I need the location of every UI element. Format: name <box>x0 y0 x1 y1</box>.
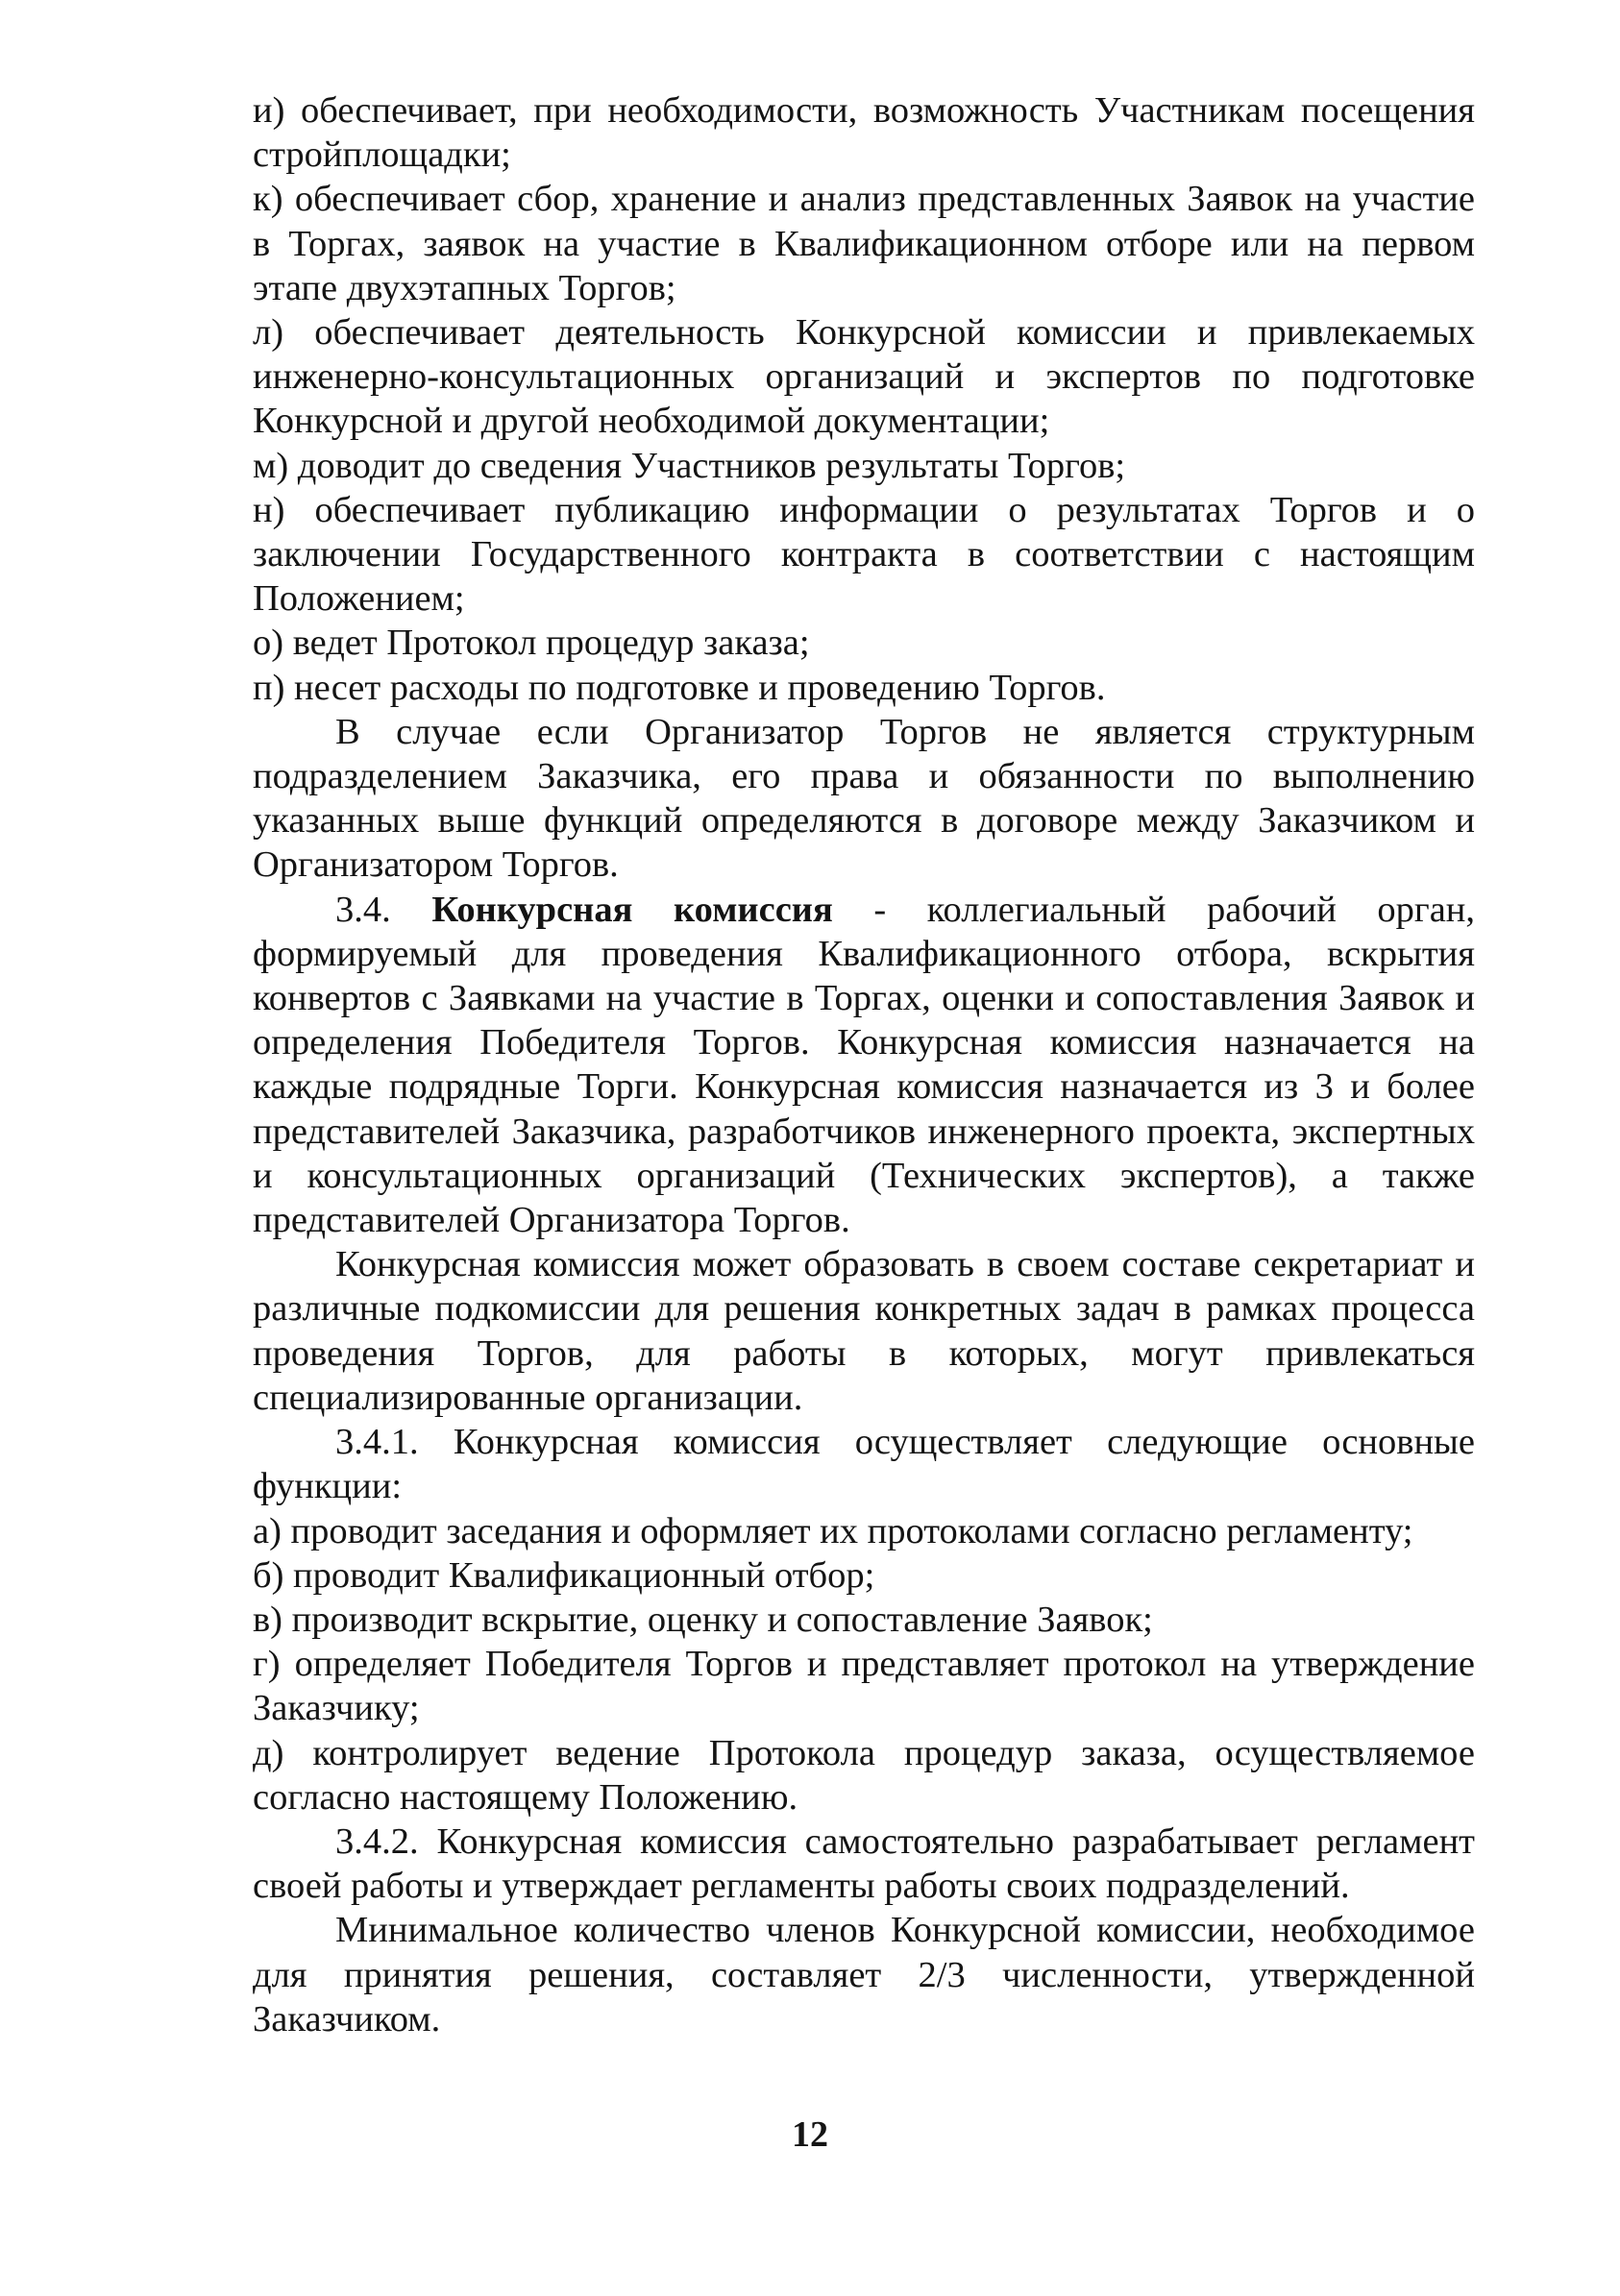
list-item-n: н) обеспечивает публикацию информации о результатах Торгов и о заключении Государственного контракта в соответствии с настоящим Положением; <box>253 489 1475 620</box>
function-item-v: в) производит вскрытие, оценку и сопоставление Заявок; <box>253 1599 1153 1640</box>
list-item-i: и) обеспечивает, при необходимости, возможность Участникам посещения стройплощадки; <box>253 90 1475 176</box>
quorum-paragraph: Минимальное количество членов Конкурсной комиссии, необходимое для принятия решения, составляет 2/3 численности, утвержденной Заказчиком. <box>253 1910 1475 2040</box>
list-item-o: о) ведет Протокол процедур заказа; <box>253 623 810 664</box>
function-item-b: б) проводит Квалификационный отбор; <box>253 1554 875 1596</box>
section-3-4-1-intro: 3.4.1. Конкурсная комиссия осуществляет следующие основные функции: <box>253 1422 1475 1507</box>
organizer-paragraph: В случае если Организатор Торгов не является структурным подразделением Заказчика, его права и обязанности по выполнению указанных выше функций определяются в договоре между Заказчиком и Организатором Торгов. <box>253 711 1475 886</box>
page-number: 12 <box>792 2114 828 2155</box>
list-item-p: п) несет расходы по подготовке и проведению Торгов. <box>253 667 1106 708</box>
section-3-4-2-paragraph: 3.4.2. Конкурсная комиссия самостоятельно разрабатывает регламент своей работы и утверждает регламенты работы своих подразделений. <box>253 1820 1475 1907</box>
list-item-l: л) обеспечивает деятельность Конкурсной комиссии и привлекаемых инженерно-консультационных организаций и экспертов по подготовке Конкурсной и другой необходимой документации; <box>253 312 1475 442</box>
section-term: Конкурсная комиссия <box>431 889 833 930</box>
section-definition: - коллегиальный рабочий орган, формируемый для проведения Квалификационного отбора, вскрытия конвертов с Заявками на участие в Торгах, оценки и сопоставления Заявок и определения Победителя Торгов. Конкурсная комиссия назначается на каждые подрядные Торги. Конкурсная комиссия назначается из 3 и более представителей Заказчика, разработчиков инженерного проекта, экспертных и консультационных организаций (Технических экспертов), а также представителей Организатора Торгов. <box>253 889 1476 1241</box>
section-3-4-paragraph <box>253 888 1475 1243</box>
function-item-g: г) определяет Победителя Торгов и представляет протокол на утверждение Заказчику; <box>253 1644 1475 1729</box>
document-page <box>253 88 1475 2041</box>
list-item-m: м) доводит до сведения Участников результаты Торгов; <box>253 445 1126 486</box>
section-number: 3.4. <box>335 889 391 930</box>
secretariat-paragraph: Конкурсная комиссия может образовать в своем составе секретариат и различные подкомиссии для решения конкретных задач в рамках процесса проведения Торгов, для работы в которых, могут привлекаться специализированные организации. <box>253 1244 1475 1418</box>
function-item-a: а) проводит заседания и оформляет их протоколами согласно регламенту; <box>253 1510 1413 1551</box>
function-item-d: д) контролирует ведение Протокола процедур заказа, осуществляемое согласно настоящему Положению. <box>253 1732 1475 1818</box>
list-item-k: к) обеспечивает сбор, хранение и анализ представленных Заявок на участие в Торгах, заявок на участие в Квалификационном отборе или на первом этапе двухэтапных Торгов; <box>253 179 1475 308</box>
